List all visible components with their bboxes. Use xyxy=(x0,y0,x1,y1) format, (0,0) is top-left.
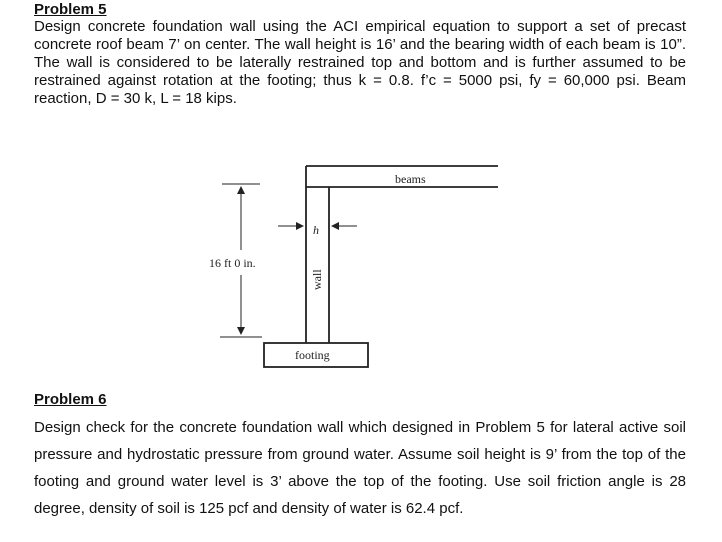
problem-5-heading: Problem 5 xyxy=(34,1,107,18)
problem-5-statement: Design concrete foundation wall using the ACI empirical equation to support a set of precast concrete roof beam 7’ on center. The wall height is 16’ and the bearing width of each beam is 10”. The wall is considered to be laterally restrained top and bottom and is further assumed to be restrained against rotation at the footing; thus k = 0.8. f’c = 5000 psi, fy = 60,000 psi. Beam reaction, D = 30 k, L = 18 kips. xyxy=(34,18,686,107)
height-label: 16 ft 0 in. xyxy=(209,256,256,270)
problem-6-statement: Design check for the concrete foundation wall which designed in Problem 5 for lateral active soil pressure and hydrostatic pressure from ground water. Assume soil height is 9’ from the top of the footing and ground water level is 3’ above the top of the footing. Use soil friction angle is 28 degree, density of soil is 125 pcf and density of water is 62.4 pcf. xyxy=(34,419,686,517)
beams-label: beams xyxy=(395,172,426,186)
wall-label: wall xyxy=(310,269,324,290)
problem-6-heading: Problem 6 xyxy=(34,391,107,408)
thickness-label: h xyxy=(313,223,319,237)
footing-outline xyxy=(264,343,368,367)
footing-label: footing xyxy=(295,348,330,362)
